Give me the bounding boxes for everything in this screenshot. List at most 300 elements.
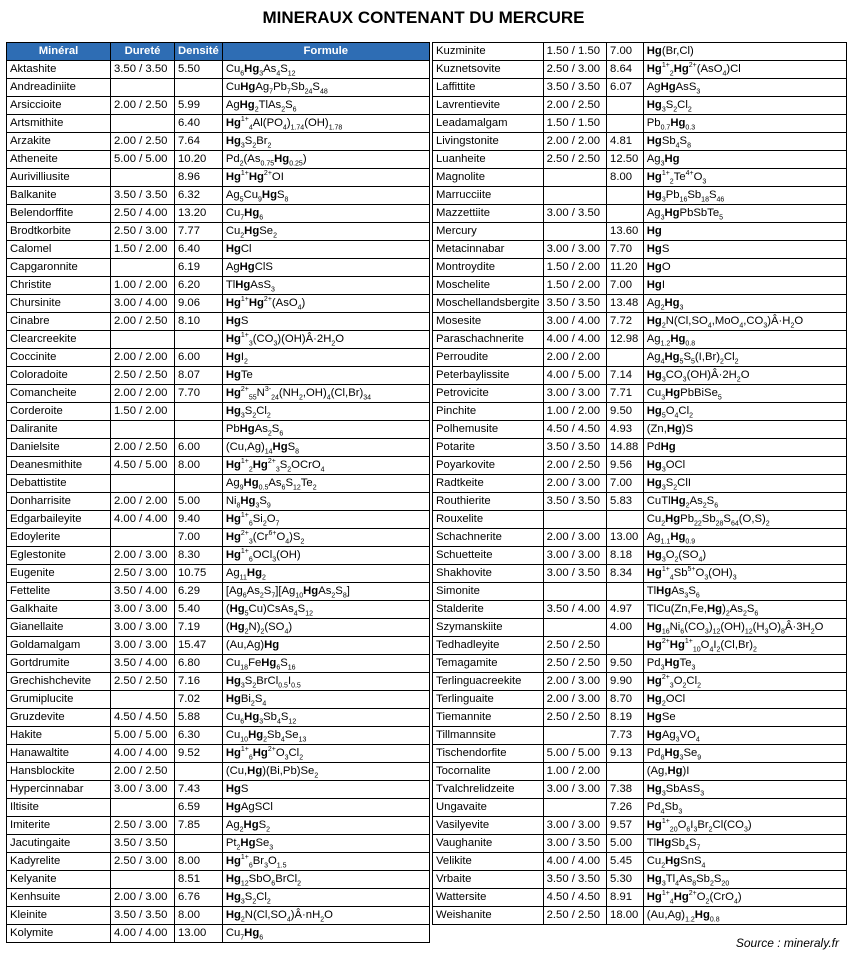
table-row xyxy=(7,853,430,871)
durete-cell: 2.00 / 2.00 xyxy=(543,133,606,151)
durete-cell: 2.50 / 2.50 xyxy=(111,673,175,691)
formula-cell: $Cu_3HgPbBiSe_5$ xyxy=(643,385,846,403)
densite-cell: 6.29 xyxy=(175,583,223,601)
durete-cell: 3.00 / 3.00 xyxy=(111,637,175,655)
densite-cell: 13.00 xyxy=(175,925,223,943)
durete-cell: 2.00 / 2.50 xyxy=(111,133,175,151)
formula-cell: $Hg_{12}SbO_6BrCl_2$ xyxy=(222,871,429,889)
durete-cell: 3.00 / 3.00 xyxy=(543,781,606,799)
mineral-name-cell: Jacutingaite xyxy=(7,835,111,853)
densite-cell: 5.40 xyxy=(175,601,223,619)
formula-cell: $Ag_{11}Hg_2$ xyxy=(222,565,429,583)
durete-cell xyxy=(543,511,606,529)
table-row xyxy=(7,727,430,745)
table-row xyxy=(7,439,430,457)
formula-cell: $Cu_6Hg_3Sb_4S_{12}$ xyxy=(222,709,429,727)
durete-cell: 3.50 / 4.00 xyxy=(543,601,606,619)
mineral-name-cell: Tillmannsite xyxy=(433,727,544,745)
densite-cell: 5.30 xyxy=(607,871,644,889)
formula-cell: $Hg^{1+}Hg^{2+}(AsO_4)$ xyxy=(222,295,429,313)
formula-cell: AgHgAsS$_3$ xyxy=(643,79,846,97)
mineral-name-cell: Vrbaite xyxy=(433,871,544,889)
formula-cell: $Ag_3HgPbSbTe_5$ xyxy=(643,205,846,223)
formula-cell: $Hg_3SbAsS_3$ xyxy=(643,781,846,799)
durete-cell: 2.50 / 2.50 xyxy=(543,709,606,727)
durete-cell: 4.50 / 4.50 xyxy=(111,709,175,727)
mineral-name-cell: Danielsite xyxy=(7,439,111,457)
durete-cell: 2.00 / 2.50 xyxy=(111,97,175,115)
densite-cell: 7.38 xyxy=(607,781,644,799)
table-row xyxy=(7,601,430,619)
formula-cell: $Pd_2(As_{0.75}Hg_{0.25})$ xyxy=(222,151,429,169)
mineral-name-cell: Chursinite xyxy=(7,295,111,313)
formula-cell: $Cu_2HgPb_{22}Sb_{28}S_{64}(O,S)_2$ xyxy=(643,511,846,529)
mineral-name-cell: Balkanite xyxy=(7,187,111,205)
mineral-name-cell: Gortdrumite xyxy=(7,655,111,673)
formula-cell: $Ag_2Hg_3$ xyxy=(643,295,846,313)
formula-cell: HgAgSCl xyxy=(222,799,429,817)
mineral-name-cell: Mercury xyxy=(433,223,544,241)
table-header-row xyxy=(7,43,430,61)
table-row xyxy=(433,385,847,403)
densite-cell: 4.00 xyxy=(607,619,644,637)
mineral-name-cell: Weishanite xyxy=(433,907,544,925)
durete-cell: 2.00 / 3.00 xyxy=(543,529,606,547)
formula-cell: $AgHg_2TlAs_2S_6$ xyxy=(222,97,429,115)
densite-cell: 5.00 xyxy=(175,493,223,511)
densite-cell xyxy=(175,79,223,97)
header-formule: Formule xyxy=(222,43,429,61)
densite-cell: 8.70 xyxy=(607,691,644,709)
durete-cell: 2.00 / 3.00 xyxy=(543,673,606,691)
formula-cell: $CuTlHg_2As_2S_6$ xyxy=(643,493,846,511)
mineral-name-cell: Tischendorfite xyxy=(433,745,544,763)
table-row xyxy=(433,601,847,619)
table-row xyxy=(7,403,430,421)
formula-cell: $TlCu(Zn,Fe,Hg)_2As_2S_6$ xyxy=(643,601,846,619)
table-row xyxy=(433,889,847,907)
table-row xyxy=(7,259,430,277)
densite-cell xyxy=(607,187,644,205)
table-row xyxy=(7,421,430,439)
durete-cell: 3.50 / 3.50 xyxy=(543,439,606,457)
table-row xyxy=(433,673,847,691)
mineral-name-cell: Atheneite xyxy=(7,151,111,169)
formula-cell: $Ag_{1.1}Hg_{0.9}$ xyxy=(643,529,846,547)
durete-cell xyxy=(543,169,606,187)
mineral-name-cell: Peterbaylissite xyxy=(433,367,544,385)
mineral-name-cell: Schuetteite xyxy=(433,547,544,565)
formula-cell: $HgSb_4S_8$ xyxy=(643,133,846,151)
formula-cell: $Cu_{18}FeHg_6S_{16}$ xyxy=(222,655,429,673)
durete-cell xyxy=(111,115,175,133)
mineral-name-cell: Mosesite xyxy=(433,313,544,331)
densite-cell: 5.00 xyxy=(607,835,644,853)
durete-cell: 2.50 / 2.50 xyxy=(543,637,606,655)
mineral-name-cell: Terlinguacreekite xyxy=(433,673,544,691)
table-row xyxy=(433,349,847,367)
durete-cell: 3.50 / 3.50 xyxy=(111,907,175,925)
durete-cell: 2.50 / 3.00 xyxy=(111,223,175,241)
densite-cell: 9.13 xyxy=(607,745,644,763)
durete-cell xyxy=(111,79,175,97)
densite-cell: 8.18 xyxy=(607,547,644,565)
formula-cell: $Hg^{1+}_2Te^{4+}O_3$ xyxy=(643,169,846,187)
mineral-name-cell: Lavrentievite xyxy=(433,97,544,115)
mineral-name-cell: Szymanskiite xyxy=(433,619,544,637)
mineral-name-cell: Kelyanite xyxy=(7,871,111,889)
densite-cell: 6.40 xyxy=(175,115,223,133)
durete-cell: 2.50 / 3.00 xyxy=(111,853,175,871)
table-row xyxy=(433,439,847,457)
table-row xyxy=(433,583,847,601)
durete-cell: 3.50 / 3.50 xyxy=(543,79,606,97)
formula-cell: $Hg^{2+}_3(Cr^{6+}O_4)S_2$ xyxy=(222,529,429,547)
mineral-name-cell: Tvalchrelidzeite xyxy=(433,781,544,799)
formula-cell: HgCl xyxy=(222,241,429,259)
table-row xyxy=(7,241,430,259)
mineral-name-cell: Coloradoite xyxy=(7,367,111,385)
mineral-name-cell: Kadyrelite xyxy=(7,853,111,871)
densite-cell: 6.00 xyxy=(175,439,223,457)
densite-cell: 9.56 xyxy=(607,457,644,475)
durete-cell: 2.00 / 2.50 xyxy=(111,313,175,331)
table-row xyxy=(433,169,847,187)
mineral-name-cell: Hakite xyxy=(7,727,111,745)
mineral-name-cell: Debattistite xyxy=(7,475,111,493)
mineral-name-cell: Vasilyevite xyxy=(433,817,544,835)
densite-cell: 7.70 xyxy=(607,241,644,259)
densite-cell: 13.60 xyxy=(607,223,644,241)
table-row xyxy=(433,493,847,511)
formula-cell: $Hg^{1+}_4Sb^{5+}O_3(OH)_3$ xyxy=(643,565,846,583)
formula-cell: $Hg^{1+}Hg^{2+}OI$ xyxy=(222,169,429,187)
table-row xyxy=(433,835,847,853)
formula-cell: $HgAg_3VO_4$ xyxy=(643,727,846,745)
durete-cell: 2.50 / 3.00 xyxy=(111,817,175,835)
densite-cell: 7.14 xyxy=(607,367,644,385)
durete-cell: 2.50 / 2.50 xyxy=(111,367,175,385)
table-row xyxy=(433,691,847,709)
mineral-name-cell: Metacinnabar xyxy=(433,241,544,259)
durete-cell: 2.00 / 3.00 xyxy=(111,889,175,907)
mineral-name-cell: Tiemannite xyxy=(433,709,544,727)
densite-cell: 7.70 xyxy=(175,385,223,403)
page-title: MINERAUX CONTENANT DU MERCURE xyxy=(262,8,585,27)
formula-cell: $Hg^{1+}_2Hg^{2+}_3S_2OCrO_4$ xyxy=(222,457,429,475)
table-row xyxy=(7,349,430,367)
source-caption: Source : mineraly.fr xyxy=(735,936,839,950)
table-row xyxy=(433,799,847,817)
formula-cell: $Hg^{1+}_2Hg^{2+}(AsO_4)Cl$ xyxy=(643,61,846,79)
durete-cell: 2.00 / 2.00 xyxy=(111,385,175,403)
densite-cell: 15.47 xyxy=(175,637,223,655)
mineral-name-cell: Polhemusite xyxy=(433,421,544,439)
durete-cell: 1.50 / 2.00 xyxy=(543,259,606,277)
densite-cell: 4.97 xyxy=(607,601,644,619)
formula-cell: $TlHgAs_3S_6$ xyxy=(643,583,846,601)
mineral-name-cell: Edoylerite xyxy=(7,529,111,547)
minerals-table-right xyxy=(432,42,847,925)
mineral-name-cell: Cinabre xyxy=(7,313,111,331)
durete-cell: 4.00 / 4.00 xyxy=(543,853,606,871)
densite-cell xyxy=(175,475,223,493)
table-row xyxy=(7,79,430,97)
densite-cell: 9.06 xyxy=(175,295,223,313)
durete-cell: 2.00 / 2.50 xyxy=(111,439,175,457)
densite-cell: 8.64 xyxy=(607,61,644,79)
densite-cell: 7.77 xyxy=(175,223,223,241)
mineral-name-cell: Kolymite xyxy=(7,925,111,943)
mineral-name-cell: Kuzminite xyxy=(433,43,544,61)
densite-cell: 7.43 xyxy=(175,781,223,799)
durete-cell: 3.00 / 3.00 xyxy=(111,781,175,799)
formula-cell: HgS xyxy=(222,781,429,799)
mineral-name-cell: Velikite xyxy=(433,853,544,871)
table-row xyxy=(433,871,847,889)
table-row xyxy=(7,583,430,601)
mineral-name-cell: Stalderite xyxy=(433,601,544,619)
table-row xyxy=(7,691,430,709)
table-row xyxy=(433,565,847,583)
formula-cell: $Hg_3OCl$ xyxy=(643,457,846,475)
formula-cell: $Ag_{1.2}Hg_{0.8}$ xyxy=(643,331,846,349)
densite-cell: 7.72 xyxy=(607,313,644,331)
mineral-name-cell: Belendorffite xyxy=(7,205,111,223)
densite-cell: 6.80 xyxy=(175,655,223,673)
durete-cell: 3.00 / 3.50 xyxy=(543,205,606,223)
formula-cell: $Cu_6Hg_3As_4S_{12}$ xyxy=(222,61,429,79)
formula-cell: $Hg^{1+}_{20}O_6I_3Br_2Cl(CO_3)$ xyxy=(643,817,846,835)
densite-cell xyxy=(607,763,644,781)
table-row xyxy=(433,475,847,493)
mineral-name-cell: Kenhsuite xyxy=(7,889,111,907)
formula-cell: $Hg_5O_4Cl_2$ xyxy=(643,403,846,421)
durete-cell: 2.00 / 3.00 xyxy=(111,547,175,565)
table-row xyxy=(433,745,847,763)
durete-cell: 5.00 / 5.00 xyxy=(111,151,175,169)
durete-cell xyxy=(111,421,175,439)
table-row xyxy=(433,709,847,727)
mineral-name-cell: Goldamalgam xyxy=(7,637,111,655)
table-row xyxy=(7,133,430,151)
mineral-name-cell: Simonite xyxy=(433,583,544,601)
durete-cell: 1.50 / 1.50 xyxy=(543,43,606,61)
mineral-name-cell: Arzakite xyxy=(7,133,111,151)
formula-cell: HgS xyxy=(222,313,429,331)
mineral-name-cell: Eglestonite xyxy=(7,547,111,565)
durete-cell: 3.00 / 3.00 xyxy=(111,619,175,637)
densite-cell: 7.71 xyxy=(607,385,644,403)
table-row xyxy=(433,781,847,799)
formula-cell: HgI$_2$ xyxy=(222,349,429,367)
mineral-name-cell: Grumiplucite xyxy=(7,691,111,709)
durete-cell: 2.50 / 4.00 xyxy=(111,205,175,223)
densite-cell: 6.00 xyxy=(175,349,223,367)
durete-cell: 2.00 / 2.00 xyxy=(111,493,175,511)
densite-cell: 7.85 xyxy=(175,817,223,835)
table-row xyxy=(433,295,847,313)
mineral-name-cell: Montroydite xyxy=(433,259,544,277)
durete-cell: 3.50 / 4.00 xyxy=(111,655,175,673)
durete-cell: 4.00 / 4.00 xyxy=(543,331,606,349)
table-row xyxy=(433,43,847,61)
mineral-name-cell: Coccinite xyxy=(7,349,111,367)
header-densite: Densité xyxy=(175,43,223,61)
durete-cell xyxy=(543,583,606,601)
table-row xyxy=(433,313,847,331)
table-row xyxy=(7,223,430,241)
durete-cell xyxy=(543,223,606,241)
table-row xyxy=(7,115,430,133)
formula-cell: $Cu_{10}Hg_2Sb_4Se_{13}$ xyxy=(222,727,429,745)
densite-cell: 6.76 xyxy=(175,889,223,907)
durete-cell: 1.50 / 1.50 xyxy=(543,115,606,133)
table-row xyxy=(7,565,430,583)
table-row xyxy=(7,547,430,565)
table-row xyxy=(433,457,847,475)
table-row xyxy=(433,727,847,745)
table-row xyxy=(433,61,847,79)
formula-cell: HgTe xyxy=(222,367,429,385)
table-row xyxy=(433,331,847,349)
table-row xyxy=(7,673,430,691)
densite-cell: 6.19 xyxy=(175,259,223,277)
durete-cell: 2.00 / 2.00 xyxy=(543,349,606,367)
durete-cell xyxy=(111,475,175,493)
formula-cell: $Hg^{1+}_6Br_3O_{1.5}$ xyxy=(222,853,429,871)
mineral-name-cell: Leadamalgam xyxy=(433,115,544,133)
densite-cell: 7.19 xyxy=(175,619,223,637)
formula-cell: TlHgAsS$_3$ xyxy=(222,277,429,295)
table-row xyxy=(7,475,430,493)
durete-cell: 2.50 / 2.50 xyxy=(543,151,606,169)
mineral-name-cell: Laffittite xyxy=(433,79,544,97)
densite-cell: 18.00 xyxy=(607,907,644,925)
densite-cell: 6.20 xyxy=(175,277,223,295)
mineral-name-cell: Corderoite xyxy=(7,403,111,421)
densite-cell: 7.00 xyxy=(607,475,644,493)
durete-cell xyxy=(111,259,175,277)
densite-cell: 12.50 xyxy=(607,151,644,169)
table-row xyxy=(433,277,847,295)
durete-cell: 3.00 / 3.00 xyxy=(543,817,606,835)
densite-cell: 12.98 xyxy=(607,331,644,349)
durete-cell: 5.00 / 5.00 xyxy=(111,727,175,745)
durete-cell: 1.00 / 2.00 xyxy=(111,277,175,295)
table-row xyxy=(433,115,847,133)
durete-cell: 3.00 / 4.00 xyxy=(111,295,175,313)
durete-cell xyxy=(543,727,606,745)
mineral-name-cell: Potarite xyxy=(433,439,544,457)
formula-cell: $Hg^{2+}_{55}N^{3-}_{24}(NH_2,OH)_4(Cl,Br)_{34}$ xyxy=(222,385,429,403)
mineral-name-cell: Deanesmithite xyxy=(7,457,111,475)
table-row xyxy=(7,205,430,223)
table-row xyxy=(433,187,847,205)
mineral-name-cell: Moschellandsbergite xyxy=(433,295,544,313)
densite-cell: 7.00 xyxy=(607,43,644,61)
mineral-name-cell: Kleinite xyxy=(7,907,111,925)
mineral-name-cell: Kuznetsovite xyxy=(433,61,544,79)
formula-cell: HgO xyxy=(643,259,846,277)
formula-cell: $(Au,Ag)_{1.2}Hg_{0.8}$ xyxy=(643,907,846,925)
densite-cell: 9.50 xyxy=(607,655,644,673)
table-row xyxy=(7,763,430,781)
mineral-name-cell: Artsmithite xyxy=(7,115,111,133)
table-row xyxy=(7,781,430,799)
formula-cell: $Hg_2N(Cl,SO_4,MoO_4,CO_3)Â\cdot H_2O$ xyxy=(643,313,846,331)
mineral-name-cell: Paraschachnerite xyxy=(433,331,544,349)
formula-cell: HgS xyxy=(643,241,846,259)
table-row xyxy=(7,457,430,475)
formula-cell: (Zn,Hg)S xyxy=(643,421,846,439)
mineral-name-cell: Petrovicite xyxy=(433,385,544,403)
table-row xyxy=(7,745,430,763)
densite-cell: 6.32 xyxy=(175,187,223,205)
densite-cell xyxy=(607,205,644,223)
densite-cell: 8.51 xyxy=(175,871,223,889)
table-row xyxy=(433,223,847,241)
table-row xyxy=(7,331,430,349)
durete-cell: 5.00 / 5.00 xyxy=(543,745,606,763)
formula-cell: $Cu_7Hg_6$ xyxy=(222,205,429,223)
durete-cell: 3.50 / 4.00 xyxy=(111,583,175,601)
densite-cell: 5.45 xyxy=(607,853,644,871)
densite-cell: 9.52 xyxy=(175,745,223,763)
densite-cell: 5.99 xyxy=(175,97,223,115)
formula-cell: $HgBi_2S_4$ xyxy=(222,691,429,709)
table-row xyxy=(433,817,847,835)
header-mineral: Minéral xyxy=(7,43,111,61)
densite-cell: 9.57 xyxy=(607,817,644,835)
formula-cell: $[Ag_6As_2S_7][Ag_{10}HgAs_2S_8]$ xyxy=(222,583,429,601)
table-row xyxy=(7,385,430,403)
table-row xyxy=(7,529,430,547)
mineral-name-cell: Poyarkovite xyxy=(433,457,544,475)
durete-cell: 4.00 / 5.00 xyxy=(543,367,606,385)
densite-cell xyxy=(175,763,223,781)
durete-cell: 2.00 / 2.50 xyxy=(543,457,606,475)
formula-cell: $Hg^{1+}_4Hg^{2+}O_2(CrO_4)$ xyxy=(643,889,846,907)
durete-cell: 3.00 / 4.00 xyxy=(543,313,606,331)
densite-cell: 6.07 xyxy=(607,79,644,97)
formula-cell: $(Cu,Ag)_{14}HgS_8$ xyxy=(222,439,429,457)
mineral-name-cell: Tedhadleyite xyxy=(433,637,544,655)
densite-cell: 9.90 xyxy=(607,673,644,691)
durete-cell: 2.00 / 2.00 xyxy=(111,349,175,367)
formula-cell: $Hg_2N(Cl,SO_4)Â\cdot nH_2O$ xyxy=(222,907,429,925)
densite-cell: 8.00 xyxy=(175,457,223,475)
table-row xyxy=(433,97,847,115)
durete-cell: 3.50 / 3.50 xyxy=(111,187,175,205)
table-body-left xyxy=(7,61,430,943)
durete-cell: 3.00 / 3.00 xyxy=(111,601,175,619)
table-row xyxy=(433,403,847,421)
mineral-name-cell: Routhierite xyxy=(433,493,544,511)
durete-cell: 2.50 / 2.50 xyxy=(543,655,606,673)
mineral-name-cell: Clearcreekite xyxy=(7,331,111,349)
durete-cell: 3.50 / 3.50 xyxy=(543,871,606,889)
mineral-name-cell: Iltisite xyxy=(7,799,111,817)
durete-cell xyxy=(111,331,175,349)
mineral-name-cell: Brodtkorbite xyxy=(7,223,111,241)
formula-cell: $Hg_3S_2Cl_2$ xyxy=(222,889,429,907)
formula-cell: $(Cu,Hg)(Bi,Pb)Se_2$ xyxy=(222,763,429,781)
mineral-name-cell: Donharrisite xyxy=(7,493,111,511)
table-row xyxy=(7,655,430,673)
mineral-name-cell: Comancheite xyxy=(7,385,111,403)
densite-cell: 8.00 xyxy=(175,853,223,871)
